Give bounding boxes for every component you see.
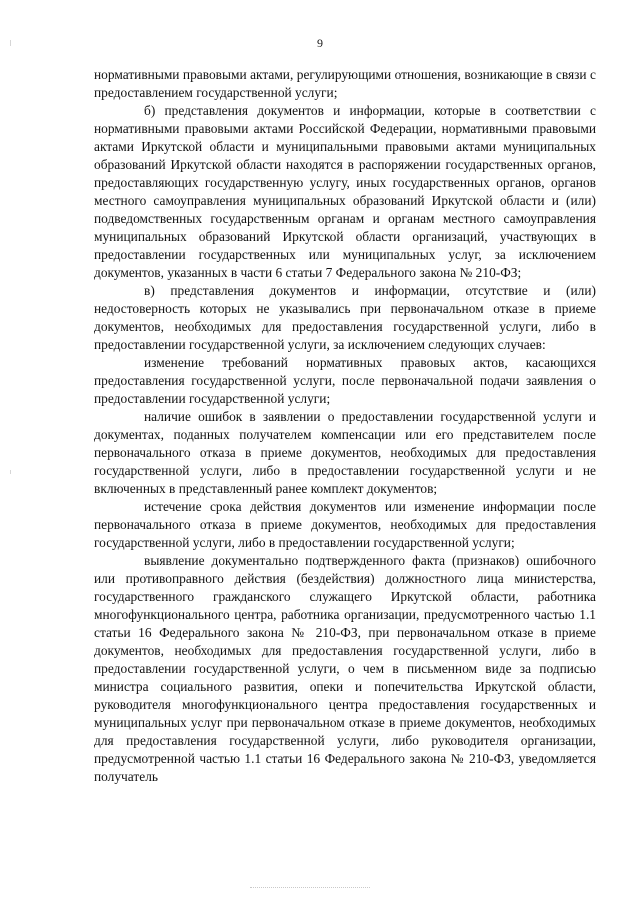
paragraph-exception-2: наличие ошибок в заявлении о предоставлении государственной услуги и документах, поданных получателем компенсации или его представителем после первоначального отказа в приеме документов, необходимых для предоставления государственной услуги, либо в предоставлении государственной услуги и не включенных в представленный ранее комплект документов;	[94, 409, 596, 496]
paragraph-exception-1: изменение требований нормативных правовых актов, касающихся предоставления государственной услуги, после первоначальной подачи заявления о предоставлении государственной услуги;	[94, 355, 596, 406]
paragraph-v: в) представления документов и информации, отсутствие и (или) недостоверность которых не указывались при первоначальном отказе в приеме документов, необходимых для предоставления государственной услуги, либо в предоставлении государственной услуги, за исключением следующих случаев:	[94, 283, 596, 352]
page-number: 9	[317, 36, 323, 50]
paragraph-b: б) представления документов и информации, которые в соответствии с нормативными правовыми актами Российской Федерации, нормативными правовыми актами Иркутской области и муниципальными правовыми актами муниципальных образований Иркутской области находятся в распоряжении государственных органов, предоставляющих государственную услугу, иных государственных органов, органов местного самоуправления муниципальных образований Иркутской области и (или) подведомственных государственным органам и органам местного самоуправления муниципальных образований Иркутской области организаций, участвующих в предоставлении государственных или муниципальных услуг, за исключением документов, указанных в части 6 статьи 7 Федерального закона № 210-ФЗ;	[94, 103, 596, 280]
paragraph-exception-4: выявление документально подтвержденного факта (признаков) ошибочного или противоправного действия (бездействия) должностного лица министерства, государственного гражданского служащего Иркутской области, работника многофункционального центра, работника организации, предусмотренного частью 1.1 статьи 16 Федерального закона № 210-ФЗ, при первоначальном отказе в приеме документов, необходимых для предоставления государственной услуги, либо в предоставлении государственной услуги, о чем в письменном виде за подписью министра социального развития, опеки и попечительства Иркутской области, руководителя многофункционального центра предоставления государственных и муниципальных услуг при первоначальном отказе в приеме документов, необходимых для предоставления государственной услуги, либо руководителя организации, предусмотренной частью 1.1 статьи 16 Федерального закона № 210-ФЗ, уведомляется получатель	[94, 553, 596, 784]
paragraph-exception-3: истечение срока действия документов или изменение информации после первоначального отказа в приеме документов, необходимых для предоставления государственной услуги, либо в предоставлении государственной услуги;	[94, 499, 596, 550]
scan-bottom-specks	[250, 887, 370, 889]
document-body	[94, 66, 596, 786]
scan-edge-mark	[10, 470, 11, 474]
paragraph-1: нормативными правовыми актами, регулирующими отношения, возникающие в связи с предоставлением государственной услуги;	[94, 67, 596, 100]
